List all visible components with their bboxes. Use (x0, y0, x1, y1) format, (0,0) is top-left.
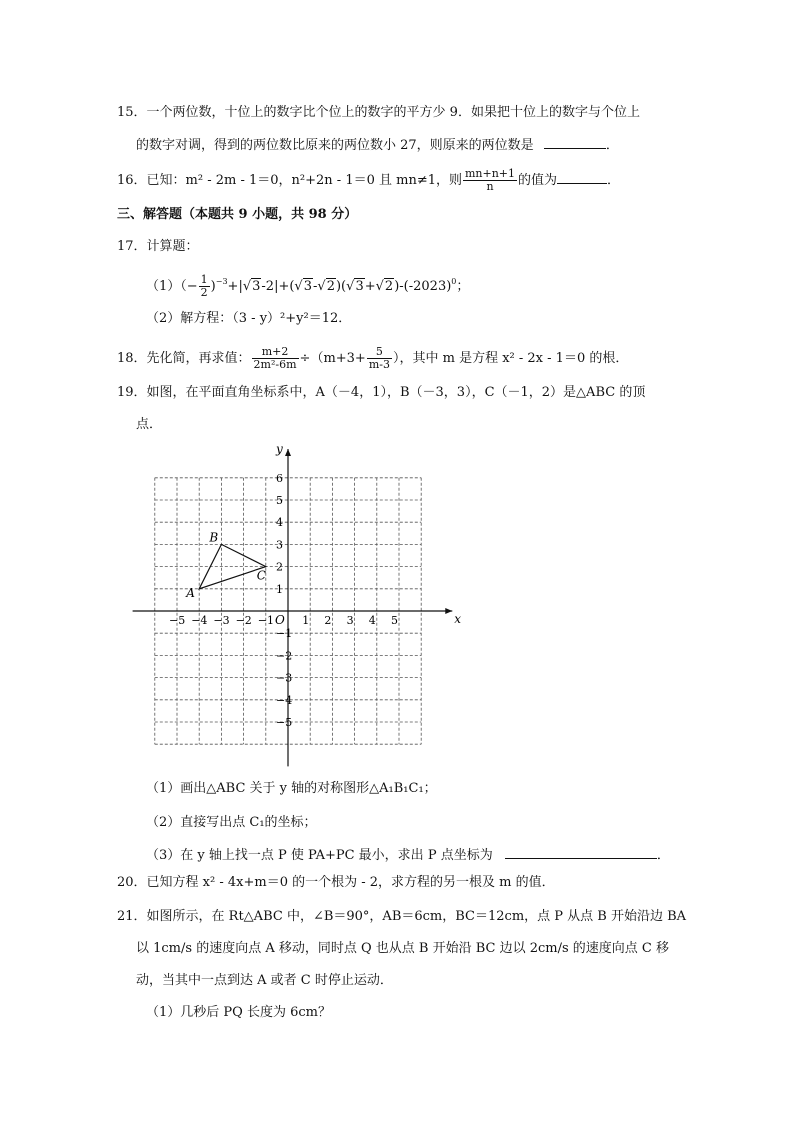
q17-mid3: )( (335, 279, 347, 294)
y-tick-label: −3 (276, 671, 293, 685)
q18-f1-num: m+2 (252, 346, 299, 359)
q16 (117, 168, 620, 193)
q17-frac-den: 2 (200, 286, 208, 299)
tick-labels (169, 472, 398, 729)
q17-part1: （1）（− $\frac{1}{2}$ )$^{-3}+|√3-2|+(√3-√2)(√3+√2)-(-2023)^0$； (146, 273, 470, 299)
q16-post: 的值为 (518, 173, 558, 188)
x-tick-label: 5 (391, 614, 398, 627)
y-axis-arrow (285, 449, 291, 456)
q17-mid1: +| (227, 279, 243, 294)
q21-sub1: （1）几秒后 PQ 长度为 6cm？ (146, 1005, 331, 1020)
axes (133, 442, 462, 766)
triangle-abc (185, 530, 266, 599)
q21-line2: 以 1cm/s 的速度向点 A 移动，同时点 Q 也从点 B 开始沿 BC 边以 2cm/s 的速度向点 C 移 (136, 941, 670, 956)
q16-pre: 16．已知：m² - 2m - 1＝0，n²+2n - 1＝0 且 mn≠1，则 (117, 173, 462, 188)
q16-end: ． (607, 173, 621, 188)
q17-mid2: -2|+( (261, 279, 295, 294)
origin-label: O (275, 613, 285, 627)
q17-fraction (199, 274, 210, 299)
q17-sqrt3c: 3 (355, 279, 364, 294)
q21-line1: 21．如图所示，在 Rt△ABC 中，∠B＝90°，AB＝6cm，BC＝12cm，点 P 从点 B 开始沿边 BA (117, 909, 687, 924)
q17-minus: - (313, 279, 318, 294)
q21-line3: 动，当其中一点到达 A 或者 C 时停止运动． (136, 973, 393, 988)
point-label-c: C (256, 568, 266, 583)
x-tick-label: 1 (302, 614, 310, 627)
q15-line2-text: 的数字对调，得到的两位数比原来的两位数小 27，则原来的两位数是 (136, 138, 534, 153)
q17-part2: （2）解方程：（3 - y）²+y²＝12． (146, 311, 352, 326)
q19-sub3-end: ． (656, 848, 670, 863)
y-tick-label: −1 (276, 627, 293, 641)
answer-blank[interactable] (505, 846, 657, 859)
q17-exp: −3 (215, 277, 228, 286)
q15-line2 (136, 136, 619, 155)
q17-end: ； (456, 279, 470, 294)
x-axis-arrow (445, 608, 452, 614)
q17-sqrt3a: 3 (252, 279, 261, 294)
q18-f1-den: 2m²-6m (253, 358, 297, 371)
answer-blank[interactable] (544, 136, 606, 149)
q15-line1: 15．一个两位数，十位上的数字比个位上的数字的平方少 9．如果把十位上的数字与个位上 (117, 105, 640, 120)
q19-sub1: （1）画出△ABC 关于 y 轴的对称图形△A₁B₁C₁； (146, 781, 437, 796)
q19-sub3-text: （3）在 y 轴上找一点 P 使 PA+PC 最小，求出 P 点坐标为 (146, 848, 493, 863)
q17-mid4: )-(-2023) (394, 279, 452, 294)
y-tick-label: 4 (276, 516, 283, 530)
x-tick-label: −2 (235, 614, 252, 627)
q18-pre: 18．先化简，再求值： (117, 351, 251, 366)
x-axis-label: x (454, 612, 462, 626)
answer-blank[interactable] (557, 171, 607, 184)
y-tick-label: −4 (276, 693, 293, 707)
q18-mid: ÷（m+3+ (299, 351, 366, 366)
q19-line1: 19．如图，在平面直角坐标系中，A（－4，1），B（－3，3），C（－1，2）是△ABC 的顶 (117, 385, 646, 400)
x-tick-label: −4 (191, 614, 208, 627)
coordinate-graph (125, 430, 465, 770)
point-label-b: B (209, 530, 219, 545)
q20: 20．已知方程 x² - 4x+m＝0 的一个根为 - 2，求方程的另一根及 m 的值． (117, 875, 555, 890)
q18-fraction2 (367, 346, 392, 371)
q16-denominator: n (486, 180, 494, 193)
y-tick-label: 3 (276, 538, 283, 552)
q17-plus: + (364, 279, 376, 294)
y-tick-label: 2 (276, 560, 283, 574)
q18 (117, 346, 628, 371)
q18-f2-num: 5 (367, 346, 392, 359)
q19-sub2: （2）直接写出点 C₁的坐标； (146, 815, 317, 830)
y-tick-label: −2 (276, 649, 293, 663)
q17-frac-num: 1 (200, 273, 208, 286)
q19-sub3 (146, 846, 670, 865)
q16-fraction (463, 168, 517, 193)
q15-end: ． (605, 138, 619, 153)
section-heading: 三、解答题（本题共 9 小题，共 98 分） (117, 207, 358, 222)
q17-exp0: 0 (451, 277, 457, 286)
y-tick-label: 5 (276, 494, 283, 507)
x-tick-label: 3 (346, 614, 354, 627)
q18-fraction1 (252, 346, 299, 371)
q18-f2-den: m-3 (368, 358, 390, 371)
q16-numerator: mn+n+1 (464, 167, 516, 180)
q18-post: ），其中 m 是方程 x² - 2x - 1＝0 的根． (392, 351, 629, 366)
y-tick-label: 6 (276, 471, 283, 485)
y-axis-label: y (276, 441, 283, 456)
q17-sqrt3b: 3 (303, 279, 312, 294)
x-tick-label: 4 (368, 614, 376, 627)
x-tick-label: 2 (324, 614, 332, 627)
q17-title: 17．计算题： (117, 239, 199, 254)
q17-p1-label: （1）（− (146, 279, 198, 294)
y-tick-label: 1 (276, 582, 283, 596)
x-tick-label: −5 (169, 614, 186, 627)
x-tick-label: −1 (257, 614, 275, 627)
q17-sqrt2b: 2 (384, 279, 394, 294)
q19-line2: 点． (136, 417, 163, 432)
x-tick-label: −3 (213, 614, 230, 627)
q17-sqrt2a: 2 (326, 279, 335, 294)
y-tick-label: −5 (276, 716, 293, 729)
point-label-a: A (186, 585, 195, 600)
